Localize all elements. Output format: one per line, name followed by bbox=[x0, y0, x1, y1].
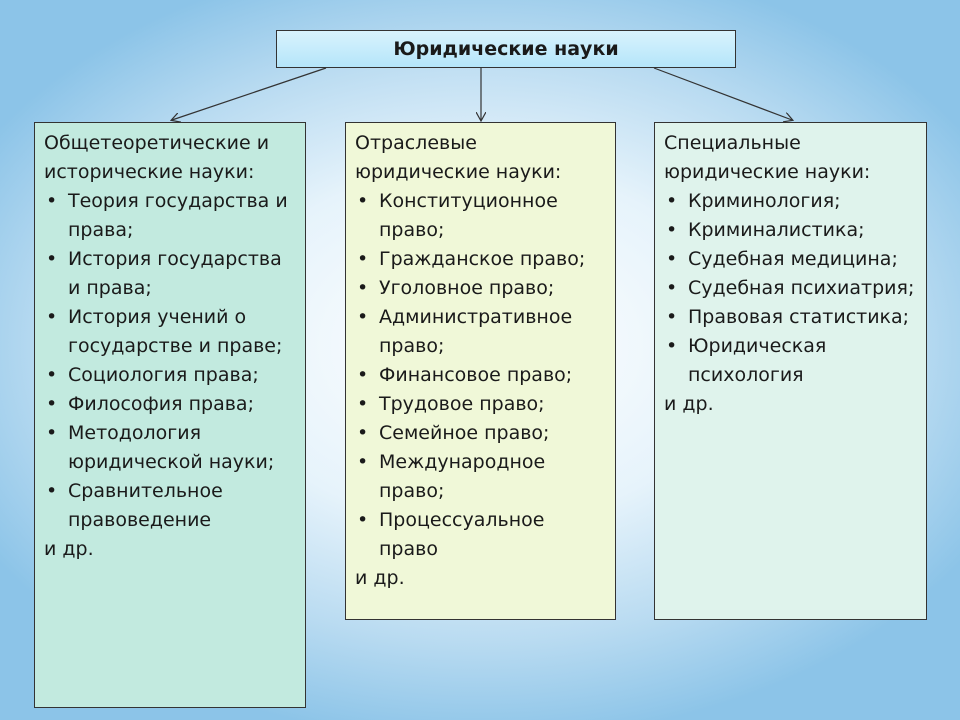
list-item: • Административное право; bbox=[355, 303, 605, 361]
list-item: • Процессуальное право bbox=[355, 506, 605, 564]
root-title: Юридические науки bbox=[393, 38, 619, 60]
item-list bbox=[44, 187, 295, 535]
column-branch bbox=[345, 122, 616, 620]
list-item: • Международное право; bbox=[355, 448, 605, 506]
arrow-left bbox=[172, 68, 326, 120]
list-item: • Криминалистика; bbox=[664, 216, 916, 245]
column-special bbox=[654, 122, 927, 620]
item-list bbox=[664, 187, 916, 390]
list-item: • Финансовое право; bbox=[355, 361, 605, 390]
list-item: • Трудовое право; bbox=[355, 390, 605, 419]
list-item: • Судебная медицина; bbox=[664, 245, 916, 274]
column-heading: Специальные юридические науки: bbox=[664, 132, 871, 183]
list-item: • Методология юридической науки; bbox=[44, 419, 295, 477]
column-heading: Отраслевые юридические науки: bbox=[355, 132, 562, 183]
list-item: • Уголовное право; bbox=[355, 274, 605, 303]
column-footer: и др. bbox=[355, 567, 405, 589]
column-footer: и др. bbox=[664, 393, 714, 415]
list-item: • История учений о государстве и праве; bbox=[44, 303, 295, 361]
list-item: • Юридическая психология bbox=[664, 332, 916, 390]
list-item: • Социология права; bbox=[44, 361, 295, 390]
column-general-theoretical bbox=[34, 122, 306, 708]
list-item: • Теория государства и права; bbox=[44, 187, 295, 245]
list-item: • История государства и права; bbox=[44, 245, 295, 303]
arrow-right bbox=[654, 68, 792, 120]
list-item: • Судебная психиатрия; bbox=[664, 274, 916, 303]
list-item: • Философия права; bbox=[44, 390, 295, 419]
list-item: • Гражданское право; bbox=[355, 245, 605, 274]
column-footer: и др. bbox=[44, 538, 94, 560]
list-item: • Конституционное право; bbox=[355, 187, 605, 245]
list-item: • Семейное право; bbox=[355, 419, 605, 448]
column-heading: Общетеоретические и исторические науки: bbox=[44, 132, 270, 183]
item-list bbox=[355, 187, 605, 564]
root-title-box bbox=[276, 30, 736, 68]
list-item: • Правовая статистика; bbox=[664, 303, 916, 332]
list-item: • Сравнительное правоведение bbox=[44, 477, 295, 535]
list-item: • Криминология; bbox=[664, 187, 916, 216]
